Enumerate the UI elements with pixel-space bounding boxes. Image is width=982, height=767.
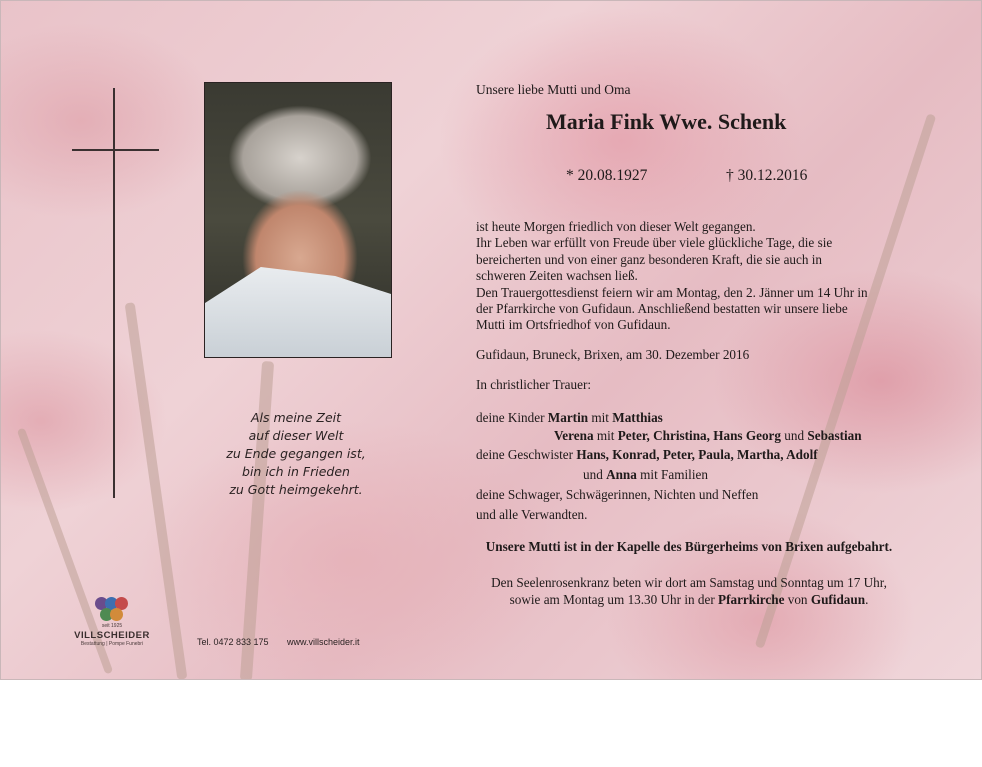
relatives-children-2 (554, 426, 862, 446)
announcement-line: Mutti im Ortsfriedhof von Gufidaun. (476, 317, 671, 333)
rosary-line: Den Seelenrosenkranz beten wir dort am Samstag und Sonntag um 17 Uhr, (491, 575, 887, 590)
announcement-text (476, 219, 868, 334)
rosary-line-2 (431, 591, 947, 608)
poem-line: Als meine Zeit (250, 410, 342, 425)
poem-line: bin ich in Frieden (242, 464, 350, 479)
rel-name: Anna (606, 467, 637, 482)
logo-tagline: Bestattung | Pompe Funebri (80, 641, 144, 647)
rel-text: mit (593, 428, 618, 443)
rel-name: Hans, Konrad, Peter, Paula, Martha, Adolf (576, 447, 818, 462)
funeral-home-logo (71, 597, 153, 647)
rel-text: deine Geschwister (476, 447, 577, 462)
deceased-name: Maria Fink Wwe. Schenk (546, 109, 787, 134)
phone-number: Tel. 0472 833 175 (197, 637, 269, 647)
announcement-line: Den Trauergottesdienst feiern wir am Montag, den 2. Jänner um 14 Uhr in (476, 284, 868, 300)
relatives-siblings-2 (583, 465, 708, 485)
rel-text: deine Kinder (476, 410, 548, 425)
birth-date: * 20.08.1927 (566, 167, 648, 184)
background-branch (755, 113, 937, 648)
rel-name: Matthias (612, 410, 663, 425)
relatives-others: und alle Verwandten. (476, 507, 588, 522)
announcement-line: Ihr Leben war erfüllt von Freude über viele glückliche Tage, die sie (476, 235, 833, 251)
poem (206, 409, 386, 499)
crest-icon (95, 597, 129, 623)
rel-text: und (781, 428, 808, 443)
relatives-inlaws: deine Schwager, Schwägerinnen, Nichten und Neffen (476, 487, 759, 502)
announcement-line: bereicherten und von einer ganz besonderen Kraft, die sie auch in (476, 251, 823, 267)
rel-name: Peter, Christina, Hans Georg (617, 428, 781, 443)
poem-line: auf dieser Welt (248, 428, 344, 443)
rosary-text: von (784, 592, 811, 607)
portrait-photo (204, 82, 392, 358)
rel-name: Sebastian (807, 428, 862, 443)
mourning-heading: In christlicher Trauer: (476, 377, 591, 392)
website-link[interactable]: www.villscheider.it (287, 637, 360, 647)
logo-name: VILLSCHEIDER (74, 630, 150, 641)
rosary-text: sowie am Montag um 13.30 Uhr in der (509, 592, 719, 607)
rel-name: Martin (547, 410, 589, 425)
place-date-line: Gufidaun, Bruneck, Brixen, am 30. Dezember 2016 (476, 347, 750, 362)
rel-text: mit (588, 410, 613, 425)
rosary-notice (431, 574, 947, 608)
announcement-line: der Pfarrkirche von Gufidaun. Anschließend bestatten wir unsere liebe (476, 301, 848, 317)
rosary-bold: Pfarrkirche (718, 592, 785, 607)
logo-since: seit 1925 (101, 623, 123, 629)
poem-line: zu Ende gegangen ist, (226, 446, 366, 461)
rel-text: und (583, 467, 607, 482)
laid-out-notice: Unsere Mutti ist in der Kapelle des Bürgerheims von Brixen aufgebahrt. (485, 539, 893, 554)
intro-text: Unsere liebe Mutti und Oma (476, 82, 631, 97)
rel-name: Verena (554, 428, 594, 443)
relatives-siblings (476, 445, 818, 465)
rosary-bold: Gufidaun (810, 592, 866, 607)
announcement-line: ist heute Morgen friedlich von dieser Welt gegangen. (476, 219, 756, 234)
poem-line: zu Gott heimgekehrt. (229, 482, 363, 497)
portrait-shirt (205, 267, 391, 357)
relatives-children (476, 408, 663, 428)
cross-horizontal (72, 149, 159, 151)
announcement-line: schweren Zeiten wachsen ließ. (476, 268, 638, 284)
rosary-text: . (865, 592, 869, 607)
rel-text: mit Familien (636, 467, 708, 482)
death-date: † 30.12.2016 (726, 167, 808, 184)
